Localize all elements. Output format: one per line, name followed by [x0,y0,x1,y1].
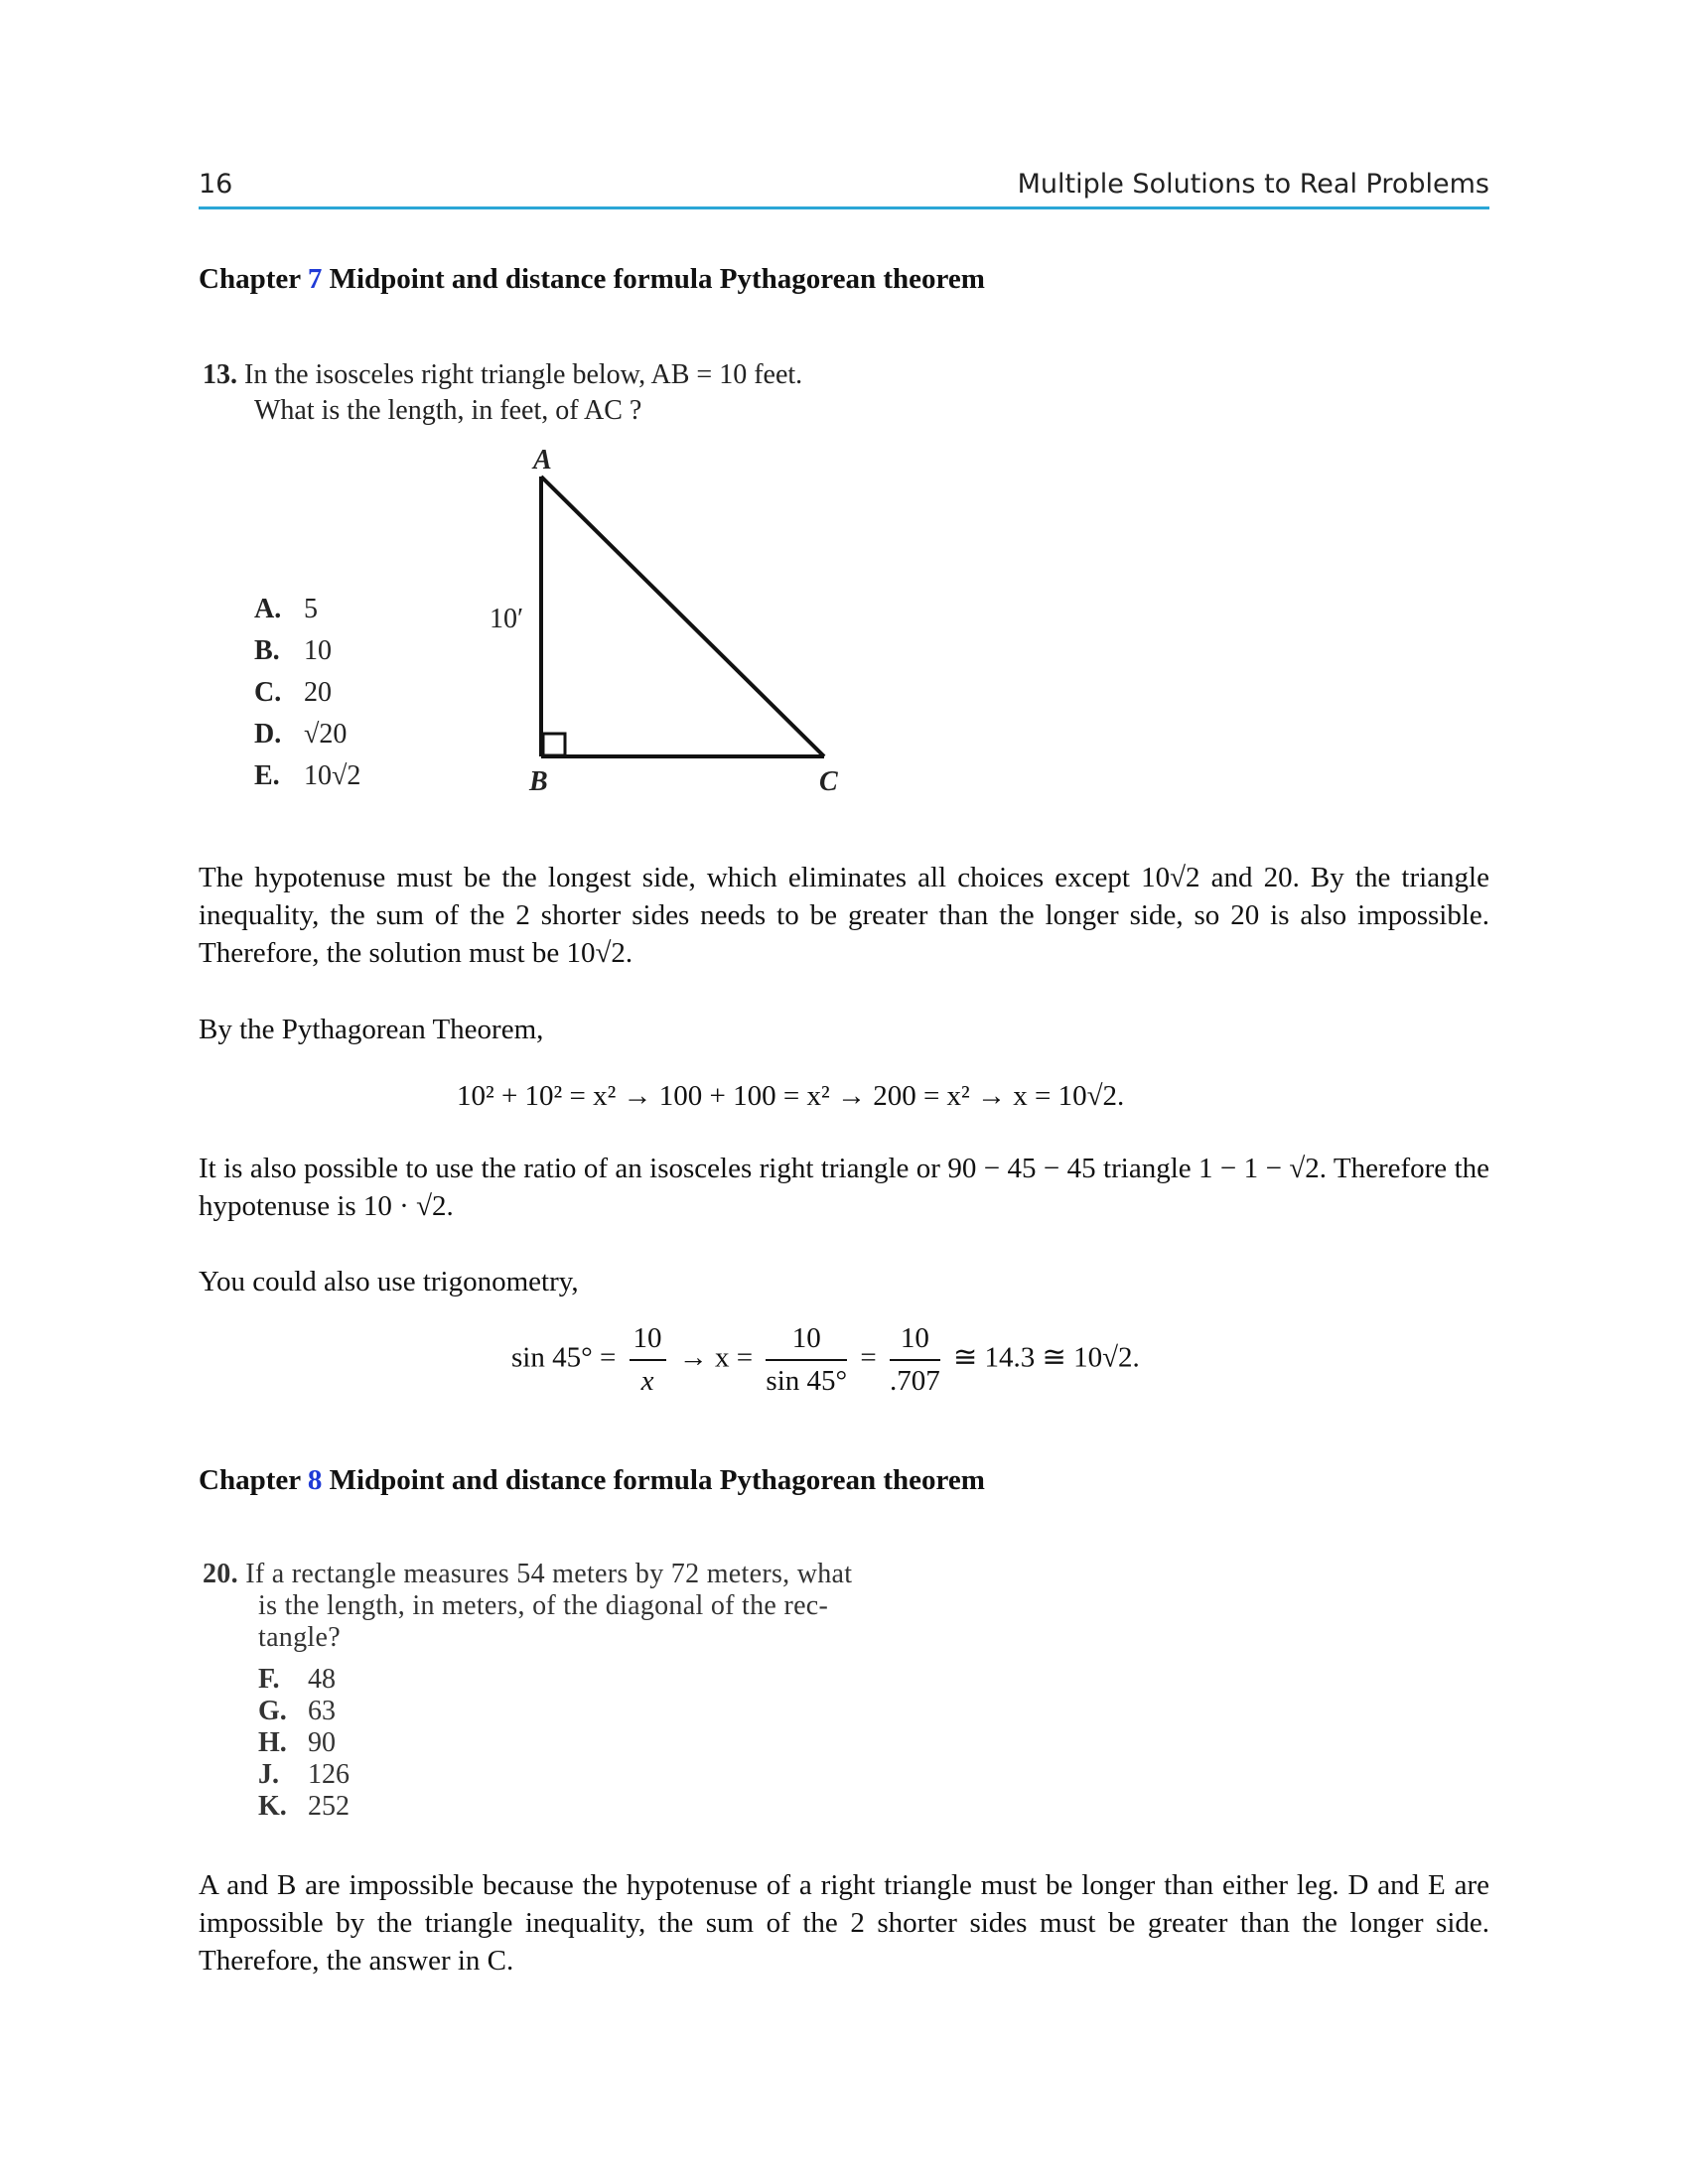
option-value: 10 [304,635,332,666]
option-letter: C. [254,677,282,708]
option-h [258,1727,336,1759]
chapter-number-link[interactable]: 7 [307,263,323,295]
option-letter: K. [258,1791,287,1822]
option-value: √20 [304,719,348,750]
option-value: 90 [308,1727,336,1758]
numerator: 10 [630,1322,666,1361]
right-angle-mark [543,734,565,755]
problem-20-stem-text1: If a rectangle measures 54 meters by 72 meters, what [245,1559,853,1589]
fraction-10-over-sin45 [766,1322,847,1398]
triangle-figure [199,347,993,824]
option-letter: E. [254,760,280,791]
option-value: 48 [308,1664,336,1695]
option-d [254,719,347,751]
running-title: Multiple Solutions to Real Problems [1017,169,1489,200]
chapter-title: Midpoint and distance formula Pythagorean theorem [329,263,985,295]
page-number: 16 [199,169,233,200]
chapter-label: Chapter [199,263,301,295]
solution-13-paragraph-3: It is also possible to use the ratio of an isosceles right triangle or 90 − 45 − 45 triangle 1 − 1 − √2. Therefore the hypotenuse is 10 · √2. [199,1153,1489,1222]
option-value: 126 [308,1759,350,1790]
header-rule [199,206,1489,209]
fraction-10-over-x [630,1322,666,1398]
option-value: 10√2 [304,760,361,791]
option-letter: A. [254,594,282,624]
option-b [254,635,332,667]
option-g [258,1696,336,1727]
problem-13-number: 13. [203,359,237,390]
problem-20-scan [199,1559,1013,1837]
chapter-label: Chapter [199,1464,301,1496]
problem-20-stem-line3: tangle? [258,1622,341,1653]
problem-13-stem-text1: In the isosceles right triangle below, AB = 10 feet. [244,359,803,390]
trig-equals: = [860,1341,877,1374]
side-ac [541,477,824,756]
numerator: 10 [766,1322,847,1361]
trig-lhs: sin 45° = [511,1341,617,1374]
option-k [258,1791,350,1823]
option-letter: H. [258,1727,287,1758]
problem-20-stem-line2: is the length, in meters, of the diagonal of the rec- [258,1590,829,1621]
option-f [258,1664,336,1696]
problem-20-stem-line1 [203,1559,852,1590]
trig-equation [511,1322,1140,1398]
fraction-10-over-707 [890,1322,940,1398]
option-letter: B. [254,635,280,666]
chapter-7-heading [199,263,985,296]
option-e [254,760,360,792]
numerator: 10 [890,1322,940,1361]
solution-20-paragraph: A and B are impossible because the hypotenuse of a right triangle must be longer than either leg. D and E are impossible by the triangle inequality, the sum of the 2 shorter sides must be greater than the longer side. Therefore, the answer in C. [199,1869,1489,1977]
vertex-b-label: B [529,766,548,797]
chapter-number-link[interactable]: 8 [307,1464,323,1496]
denominator: .707 [889,1365,940,1397]
option-letter: F. [258,1664,280,1695]
solution-13-paragraph-1: The hypotenuse must be the longest side, which eliminates all choices except 10√2 and 20. By the triangle inequality, the sum of the 2 shorter sides needs to be greater than the longer side, so 20 is also impossible. Therefore, the solution must be 10√2. [199,862,1489,969]
vertex-a-label: A [533,445,552,476]
option-value: 20 [304,677,332,708]
option-a [254,594,318,625]
chapter-8-heading [199,1464,985,1497]
trig-mid: → x = [678,1341,754,1374]
option-j [258,1759,350,1791]
denominator: sin 45° [766,1365,848,1397]
solution-13-paragraph-4: You could also use trigonometry, [199,1266,579,1297]
chapter-title: Midpoint and distance formula Pythagorean theorem [329,1464,985,1496]
option-c [254,677,332,709]
problem-13-scan [199,347,993,824]
vertex-c-label: C [819,766,838,797]
option-value: 5 [304,594,318,624]
option-value: 63 [308,1696,336,1726]
problem-20-number: 20. [203,1559,238,1589]
denominator: x [640,1365,654,1397]
problem-13-stem-line2: What is the length, in feet, of AC ? [254,395,642,426]
option-letter: G. [258,1696,287,1726]
solution-13-paragraph-2: By the Pythagorean Theorem, [199,1014,544,1045]
pythagorean-equation: 10² + 10² = x² → 100 + 100 = x² → 200 = x² → x = 10√2. [457,1080,1125,1112]
option-letter: J. [258,1759,279,1790]
option-value: 252 [308,1791,350,1822]
option-letter: D. [254,719,282,750]
trig-tail: ≅ 14.3 ≅ 10√2. [952,1341,1140,1374]
side-length-label: 10′ [490,604,524,634]
